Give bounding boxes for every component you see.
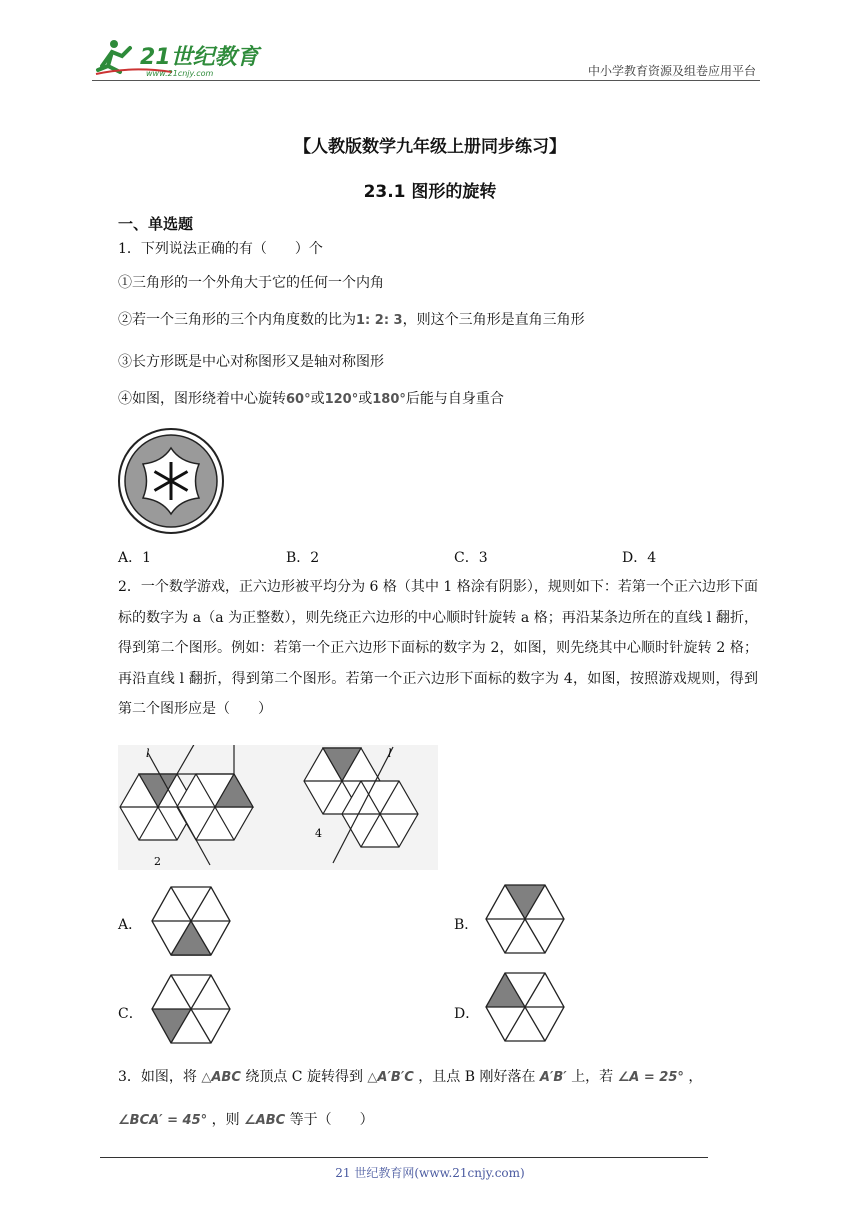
q1-statement-2: [118, 313, 585, 327]
q1-option-d[interactable]: D．4: [622, 550, 657, 566]
q1-s4-pre: ④如图，图形绕着中心旋转: [118, 391, 286, 407]
q1-figure: [116, 426, 226, 536]
q2-option-d-hexagon[interactable]: [484, 970, 566, 1044]
q3-text-6: ，则: [211, 1112, 240, 1128]
q2-option-c[interactable]: C．: [118, 1006, 143, 1022]
label-l-1: l: [146, 747, 150, 760]
q3-angle-abc: ∠ABC: [244, 1113, 286, 1128]
footer-text[interactable]: 21 世纪教育网(www.21cnjy.com): [335, 1166, 525, 1180]
q2-option-c-hexagon[interactable]: [150, 972, 232, 1046]
section-heading: 一、单选题: [118, 215, 194, 233]
q1-option-b[interactable]: B．2: [286, 550, 320, 566]
q3-triangle-abc: △ABC: [201, 1070, 241, 1085]
q3-angle-bca-prime: ∠BCA′ = 45°: [118, 1113, 208, 1128]
q1-option-a[interactable]: A．1: [118, 550, 152, 566]
q1-stem: 1．下列说法正确的有（ ）个: [118, 241, 323, 257]
q1-s4-or-1: 或: [310, 391, 325, 407]
site-logo: [92, 36, 262, 82]
q1-s4-angle-60: 60°: [286, 392, 311, 407]
q2-example-figure: [118, 745, 438, 870]
header-divider: [92, 80, 760, 81]
header-right-text: 中小学教育资源及组卷应用平台: [587, 64, 756, 78]
logo-url: www.21cnjy.com: [146, 69, 214, 78]
q2-option-a-hexagon[interactable]: [150, 884, 232, 958]
q1-s2-ratio: 1: 2: 3: [356, 313, 403, 328]
footer-divider: [100, 1157, 708, 1158]
q1-s2-post: ，则这个三角形是直角三角形: [402, 312, 585, 328]
q3-line-1: [118, 1070, 702, 1084]
q3-line-2: [118, 1113, 374, 1127]
q3-text-4: 上，若: [571, 1069, 614, 1085]
q1-option-c[interactable]: C．3: [454, 550, 488, 566]
q1-statement-3: ③长方形既是中心对称图形又是轴对称图形: [118, 354, 384, 370]
q1-s4-or-2: 或: [358, 391, 373, 407]
q3-text-3: ，且点 B 刚好落在: [418, 1069, 536, 1085]
q2-stem: 2．一个数学游戏，正六边形被平均分为 6 格（其中 1 格涂有阴影），规则如下：若第一个正六边形下面标的数字为 a（a 为正整数），则先绕正六边形的中心顺时针旋转 a 格；再沿某条边所在的直线 l 翻折，得到第二个图形。例如：若第一个正六边形下面标的数字为 2，如图，则先绕其中心顺时针旋转 2 格；再沿直线 l 翻折，得到第二个图形。若第一个正六边形下面标的数字为 4，如图，按照游戏规则，得到第二个图形应是（ ）: [118, 579, 758, 717]
q1-s4-angle-180: 180°: [372, 392, 406, 407]
q1-s4-post: 后能与自身重合: [405, 391, 504, 407]
q3-text-2: 绕顶点 C 旋转得到: [245, 1069, 363, 1085]
q1-s4-angle-120: 120°: [324, 392, 359, 407]
q1-statement-1: ①三角形的一个外角大于它的任何一个内角: [118, 275, 384, 291]
label-4: 4: [315, 827, 322, 840]
q3-angle-a: ∠A = 25°: [617, 1070, 684, 1085]
q1-statement-4: [118, 392, 504, 406]
label-2: 2: [154, 855, 161, 868]
q3-segment-a-b-prime: A′B′: [539, 1070, 567, 1085]
page-title: 【人教版数学九年级上册同步练习】: [294, 137, 566, 157]
q3-text-7: 等于（ ）: [289, 1112, 374, 1128]
q2-option-b[interactable]: B．: [454, 917, 479, 933]
q3-text-1: 3．如图，将: [118, 1069, 197, 1085]
label-l-2: l: [388, 747, 392, 760]
q3-text-5: ，: [688, 1069, 703, 1085]
q2-option-b-hexagon[interactable]: [484, 882, 566, 956]
q2-option-a[interactable]: A．: [118, 917, 143, 933]
q2-example-svg: [118, 745, 438, 870]
logo-text: 21世纪教育: [140, 45, 259, 70]
q1-s2-pre: ②若一个三角形的三个内角度数的比为: [118, 312, 356, 328]
q3-triangle-a-b-c-prime: △A′B′C: [367, 1070, 414, 1085]
page-subtitle: 23.1 图形的旋转: [363, 182, 497, 202]
q2-option-d[interactable]: D．: [454, 1006, 480, 1022]
